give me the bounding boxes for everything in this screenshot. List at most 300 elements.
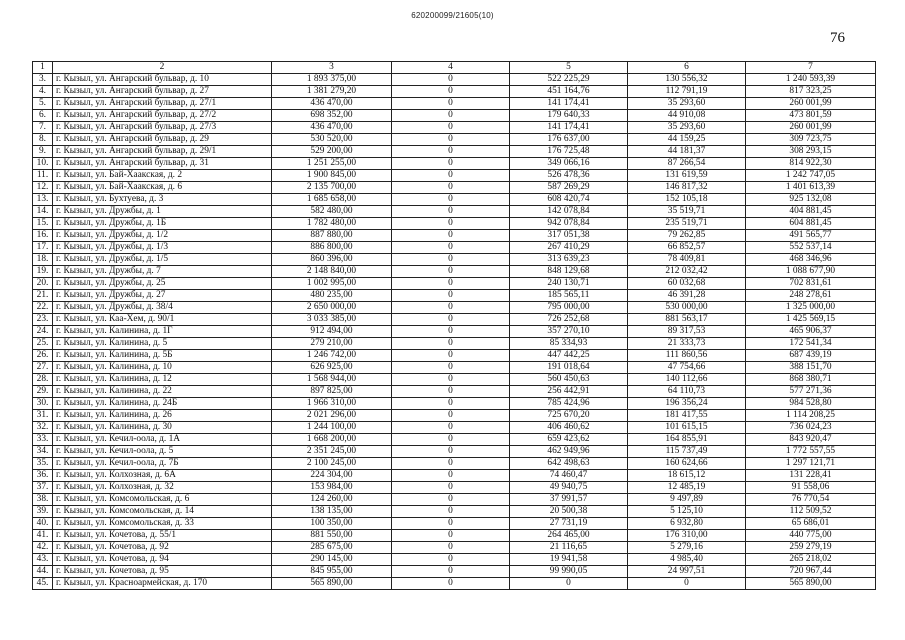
table-cell: 0 bbox=[392, 518, 510, 530]
table-cell: 1 685 658,00 bbox=[272, 194, 392, 206]
table-cell: 0 bbox=[628, 578, 746, 590]
table-cell: 357 270,10 bbox=[510, 326, 628, 338]
table-cell: 0 bbox=[392, 146, 510, 158]
table-cell: 480 235,00 bbox=[272, 290, 392, 302]
table-cell: 0 bbox=[392, 326, 510, 338]
table-cell: 21. bbox=[33, 290, 53, 302]
table-cell: 124 260,00 bbox=[272, 494, 392, 506]
table-cell: 15. bbox=[33, 218, 53, 230]
table-cell: 112 509,52 bbox=[746, 506, 876, 518]
table-cell: 0 bbox=[392, 170, 510, 182]
table-cell: 0 bbox=[392, 230, 510, 242]
table-cell: 267 410,29 bbox=[510, 242, 628, 254]
table-cell: 404 881,45 bbox=[746, 206, 876, 218]
table-cell: г. Кызыл, ул. Ангарский бульвар, д. 27/3 bbox=[53, 122, 272, 134]
table-cell: 16. bbox=[33, 230, 53, 242]
table-row bbox=[33, 182, 876, 194]
table-row bbox=[33, 458, 876, 470]
table-cell: 0 bbox=[392, 98, 510, 110]
table-cell: 176 637,00 bbox=[510, 134, 628, 146]
table-cell: 1 425 569,15 bbox=[746, 314, 876, 326]
table-cell: 526 478,36 bbox=[510, 170, 628, 182]
table-cell: 388 151,70 bbox=[746, 362, 876, 374]
table-cell: 0 bbox=[510, 578, 628, 590]
table-cell: 726 252,68 bbox=[510, 314, 628, 326]
table-cell: 1 002 995,00 bbox=[272, 278, 392, 290]
table-cell: г. Кызыл, ул. Калинина, д. 5Б bbox=[53, 350, 272, 362]
table-row bbox=[33, 194, 876, 206]
table-cell: 224 304,00 bbox=[272, 470, 392, 482]
table-row bbox=[33, 338, 876, 350]
table-row bbox=[33, 374, 876, 386]
table-header-row bbox=[33, 62, 876, 74]
table-cell: 1 893 375,00 bbox=[272, 74, 392, 86]
table-cell: 725 670,20 bbox=[510, 410, 628, 422]
table-cell: 65 686,01 bbox=[746, 518, 876, 530]
table-row bbox=[33, 554, 876, 566]
table-cell: г. Кызыл, ул. Бай-Хаакская, д. 2 bbox=[53, 170, 272, 182]
table-cell: 138 135,00 bbox=[272, 506, 392, 518]
column-header: 1 bbox=[33, 62, 53, 74]
table-cell: 24 997,51 bbox=[628, 566, 746, 578]
table-cell: 42. bbox=[33, 542, 53, 554]
table-cell: 1 251 255,00 bbox=[272, 158, 392, 170]
table-cell: 0 bbox=[392, 530, 510, 542]
table-cell: 560 450,63 bbox=[510, 374, 628, 386]
table-cell: 265 218,02 bbox=[746, 554, 876, 566]
table-cell: 20. bbox=[33, 278, 53, 290]
table-cell: 608 420,74 bbox=[510, 194, 628, 206]
table-cell: 152 105,18 bbox=[628, 194, 746, 206]
table-cell: 309 723,75 bbox=[746, 134, 876, 146]
table-cell: 44 910,08 bbox=[628, 110, 746, 122]
table-cell: 530 520,00 bbox=[272, 134, 392, 146]
table-cell: 142 078,84 bbox=[510, 206, 628, 218]
table-cell: г. Кызыл, ул. Красноармейская, д. 170 bbox=[53, 578, 272, 590]
table-cell: 317 051,38 bbox=[510, 230, 628, 242]
table-cell: г. Кызыл, ул. Кочетова, д. 92 bbox=[53, 542, 272, 554]
table-cell: 0 bbox=[392, 278, 510, 290]
table-cell: 7. bbox=[33, 122, 53, 134]
table-row bbox=[33, 74, 876, 86]
table-cell: 0 bbox=[392, 374, 510, 386]
table-cell: г. Кызыл, ул. Калинина, д. 1Г bbox=[53, 326, 272, 338]
table-cell: 100 350,00 bbox=[272, 518, 392, 530]
table-row bbox=[33, 158, 876, 170]
table-cell: 0 bbox=[392, 182, 510, 194]
table-row bbox=[33, 518, 876, 530]
table-cell: 0 bbox=[392, 290, 510, 302]
table-cell: 736 024,23 bbox=[746, 422, 876, 434]
table-cell: 0 bbox=[392, 434, 510, 446]
table-cell: 10. bbox=[33, 158, 53, 170]
table-cell: 2 100 245,00 bbox=[272, 458, 392, 470]
table-cell: 89 317,53 bbox=[628, 326, 746, 338]
table-cell: 35. bbox=[33, 458, 53, 470]
table-cell: 13. bbox=[33, 194, 53, 206]
table-cell: г. Кызыл, ул. Ангарский бульвар, д. 10 bbox=[53, 74, 272, 86]
table-cell: 9. bbox=[33, 146, 53, 158]
table-cell: 196 356,24 bbox=[628, 398, 746, 410]
table-cell: 49 940,75 bbox=[510, 482, 628, 494]
table-cell: 115 737,49 bbox=[628, 446, 746, 458]
table-cell: 64 110,73 bbox=[628, 386, 746, 398]
table-cell: 0 bbox=[392, 134, 510, 146]
table-cell: 860 396,00 bbox=[272, 254, 392, 266]
table-cell: 6. bbox=[33, 110, 53, 122]
table-cell: 9 497,89 bbox=[628, 494, 746, 506]
table-cell: 18 615,12 bbox=[628, 470, 746, 482]
column-header: 4 bbox=[392, 62, 510, 74]
table-cell: 14. bbox=[33, 206, 53, 218]
table-cell: 720 967,44 bbox=[746, 566, 876, 578]
table-cell: 212 032,42 bbox=[628, 266, 746, 278]
table-cell: 130 556,32 bbox=[628, 74, 746, 86]
table-cell: г. Кызыл, ул. Ангарский бульвар, д. 29/1 bbox=[53, 146, 272, 158]
table-cell: 1 668 200,00 bbox=[272, 434, 392, 446]
table-cell: 1 900 845,00 bbox=[272, 170, 392, 182]
table-cell: г. Кызыл, ул. Ангарский бульвар, д. 27/1 bbox=[53, 98, 272, 110]
table-cell: 248 278,61 bbox=[746, 290, 876, 302]
table-row bbox=[33, 218, 876, 230]
table-cell: 440 775,00 bbox=[746, 530, 876, 542]
table-cell: г. Кызыл, ул. Калинина, д. 10 bbox=[53, 362, 272, 374]
table-cell: г. Кызыл, ул. Дружбы, д. 25 bbox=[53, 278, 272, 290]
table-cell: 17. bbox=[33, 242, 53, 254]
table-cell: 37 991,57 bbox=[510, 494, 628, 506]
table-cell: 260 001,99 bbox=[746, 98, 876, 110]
table-cell: г. Кызыл, ул. Кочетова, д. 55/1 bbox=[53, 530, 272, 542]
table-cell: 27. bbox=[33, 362, 53, 374]
table-cell: 79 262,85 bbox=[628, 230, 746, 242]
table-row bbox=[33, 98, 876, 110]
table-cell: 1 242 747,05 bbox=[746, 170, 876, 182]
table-cell: 702 831,61 bbox=[746, 278, 876, 290]
table-row bbox=[33, 278, 876, 290]
table-cell: 264 465,00 bbox=[510, 530, 628, 542]
table-cell: 0 bbox=[392, 194, 510, 206]
table-cell: г. Кызыл, ул. Дружбы, д. 38/4 bbox=[53, 302, 272, 314]
table-cell: 1 114 208,25 bbox=[746, 410, 876, 422]
table-cell: 260 001,99 bbox=[746, 122, 876, 134]
table-cell: г. Кызыл, ул. Дружбы, д. 7 bbox=[53, 266, 272, 278]
table-cell: 11. bbox=[33, 170, 53, 182]
table-cell: 19. bbox=[33, 266, 53, 278]
table-cell: 44 181,37 bbox=[628, 146, 746, 158]
table-cell: 0 bbox=[392, 122, 510, 134]
table-cell: г. Кызыл, ул. Ангарский бульвар, д. 27 bbox=[53, 86, 272, 98]
table-row bbox=[33, 494, 876, 506]
table-cell: 942 078,84 bbox=[510, 218, 628, 230]
table-cell: 0 bbox=[392, 362, 510, 374]
table-cell: 0 bbox=[392, 494, 510, 506]
table-cell: 848 129,68 bbox=[510, 266, 628, 278]
table-cell: г. Кызыл, ул. Дружбы, д. 1/5 bbox=[53, 254, 272, 266]
table-cell: 0 bbox=[392, 566, 510, 578]
table-row bbox=[33, 446, 876, 458]
table-cell: 881 563,17 bbox=[628, 314, 746, 326]
table-cell: 5. bbox=[33, 98, 53, 110]
table-cell: 1 782 480,00 bbox=[272, 218, 392, 230]
column-header: 6 bbox=[628, 62, 746, 74]
table-cell: г. Кызыл, ул. Комсомольская, д. 6 bbox=[53, 494, 272, 506]
table-cell: 886 800,00 bbox=[272, 242, 392, 254]
table-cell: 0 bbox=[392, 398, 510, 410]
table-cell: 0 bbox=[392, 314, 510, 326]
table-row bbox=[33, 350, 876, 362]
table-row bbox=[33, 110, 876, 122]
table-cell: 87 266,54 bbox=[628, 158, 746, 170]
table-cell: г. Кызыл, ул. Калинина, д. 30 bbox=[53, 422, 272, 434]
table-cell: 35 519,71 bbox=[628, 206, 746, 218]
table-cell: 0 bbox=[392, 86, 510, 98]
table-cell: 259 279,19 bbox=[746, 542, 876, 554]
table-cell: 22. bbox=[33, 302, 53, 314]
table-cell: 0 bbox=[392, 338, 510, 350]
table-row bbox=[33, 422, 876, 434]
table-cell: 41. bbox=[33, 530, 53, 542]
table-cell: 447 442,25 bbox=[510, 350, 628, 362]
table-cell: г. Кызыл, ул. Калинина, д. 26 bbox=[53, 410, 272, 422]
table-cell: 587 269,29 bbox=[510, 182, 628, 194]
table-cell: 44. bbox=[33, 566, 53, 578]
column-header: 3 bbox=[272, 62, 392, 74]
table-cell: 1 966 310,00 bbox=[272, 398, 392, 410]
column-header: 5 bbox=[510, 62, 628, 74]
table-cell: г. Кызыл, ул. Комсомольская, д. 14 bbox=[53, 506, 272, 518]
table-cell: 74 460,47 bbox=[510, 470, 628, 482]
table-cell: 313 639,23 bbox=[510, 254, 628, 266]
table-cell: 0 bbox=[392, 158, 510, 170]
table-cell: 473 801,59 bbox=[746, 110, 876, 122]
document-id: 620200099/21605(10) bbox=[411, 11, 494, 20]
table-cell: 101 615,15 bbox=[628, 422, 746, 434]
table-cell: 78 409,81 bbox=[628, 254, 746, 266]
table-cell: 141 174,41 bbox=[510, 122, 628, 134]
table-cell: 2 148 840,00 bbox=[272, 266, 392, 278]
table-cell: 814 922,30 bbox=[746, 158, 876, 170]
table-cell: 0 bbox=[392, 422, 510, 434]
table-cell: 99 990,05 bbox=[510, 566, 628, 578]
table-cell: 5 279,16 bbox=[628, 542, 746, 554]
table-cell: г. Кызыл, ул. Кечил-оола, д. 5 bbox=[53, 446, 272, 458]
table-cell: 1 568 944,00 bbox=[272, 374, 392, 386]
table-cell: 4. bbox=[33, 86, 53, 98]
table-cell: 19 941,58 bbox=[510, 554, 628, 566]
table-cell: 176 310,00 bbox=[628, 530, 746, 542]
table-cell: 1 244 100,00 bbox=[272, 422, 392, 434]
table-cell: 0 bbox=[392, 350, 510, 362]
table-cell: 912 494,00 bbox=[272, 326, 392, 338]
table-cell: 279 210,00 bbox=[272, 338, 392, 350]
table-cell: 12. bbox=[33, 182, 53, 194]
table-cell: 308 293,15 bbox=[746, 146, 876, 158]
table-cell: 687 439,19 bbox=[746, 350, 876, 362]
table-cell: 817 323,25 bbox=[746, 86, 876, 98]
table-row bbox=[33, 170, 876, 182]
table-cell: 112 791,19 bbox=[628, 86, 746, 98]
table-row bbox=[33, 506, 876, 518]
table-cell: 12 485,19 bbox=[628, 482, 746, 494]
table-row bbox=[33, 326, 876, 338]
table-row bbox=[33, 206, 876, 218]
table-cell: 35 293,60 bbox=[628, 122, 746, 134]
column-header: 7 bbox=[746, 62, 876, 74]
table-cell: г. Кызыл, ул. Калинина, д. 24Б bbox=[53, 398, 272, 410]
table-cell: 349 066,16 bbox=[510, 158, 628, 170]
table-cell: г. Кызыл, ул. Дружбы, д. 1/2 bbox=[53, 230, 272, 242]
table-cell: 160 624,66 bbox=[628, 458, 746, 470]
table-cell: 37. bbox=[33, 482, 53, 494]
table-cell: 925 132,08 bbox=[746, 194, 876, 206]
table-cell: 0 bbox=[392, 458, 510, 470]
table-cell: 845 955,00 bbox=[272, 566, 392, 578]
table-cell: 25. bbox=[33, 338, 53, 350]
table-cell: 40. bbox=[33, 518, 53, 530]
table-cell: 0 bbox=[392, 266, 510, 278]
table-cell: г. Кызыл, ул. Каа-Хем, д. 90/1 bbox=[53, 314, 272, 326]
table-cell: 565 890,00 bbox=[746, 578, 876, 590]
table-cell: 1 297 121,71 bbox=[746, 458, 876, 470]
table-cell: 0 bbox=[392, 206, 510, 218]
table-row bbox=[33, 482, 876, 494]
table-cell: 30. bbox=[33, 398, 53, 410]
table-cell: 604 881,45 bbox=[746, 218, 876, 230]
table-cell: 462 949,96 bbox=[510, 446, 628, 458]
table-cell: 140 112,66 bbox=[628, 374, 746, 386]
table-cell: 240 130,71 bbox=[510, 278, 628, 290]
table-cell: 34. bbox=[33, 446, 53, 458]
table-cell: 176 725,48 bbox=[510, 146, 628, 158]
table-cell: 76 770,54 bbox=[746, 494, 876, 506]
table-cell: 795 000,00 bbox=[510, 302, 628, 314]
table-cell: 91 558,06 bbox=[746, 482, 876, 494]
table-cell: 0 bbox=[392, 578, 510, 590]
table-cell: 0 bbox=[392, 110, 510, 122]
table-row bbox=[33, 386, 876, 398]
table-cell: 0 bbox=[392, 446, 510, 458]
table-cell: 32. bbox=[33, 422, 53, 434]
data-table bbox=[32, 61, 876, 590]
table-cell: г. Кызыл, ул. Ангарский бульвар, д. 31 bbox=[53, 158, 272, 170]
table-cell: 20 500,38 bbox=[510, 506, 628, 518]
table-cell: г. Кызыл, ул. Комсомольская, д. 33 bbox=[53, 518, 272, 530]
table-cell: г. Кызыл, ул. Калинина, д. 5 bbox=[53, 338, 272, 350]
table-cell: 1 088 677,90 bbox=[746, 266, 876, 278]
table-cell: г. Кызыл, ул. Бай-Хаакская, д. 6 bbox=[53, 182, 272, 194]
table-cell: 451 164,76 bbox=[510, 86, 628, 98]
table-cell: г. Кызыл, ул. Кочетова, д. 95 bbox=[53, 566, 272, 578]
table-cell: 131 228,41 bbox=[746, 470, 876, 482]
table-cell: 3 033 385,00 bbox=[272, 314, 392, 326]
table-cell: 436 470,00 bbox=[272, 122, 392, 134]
table-cell: 131 619,59 bbox=[628, 170, 746, 182]
table-row bbox=[33, 134, 876, 146]
table-cell: 491 565,77 bbox=[746, 230, 876, 242]
table-cell: 146 817,32 bbox=[628, 182, 746, 194]
table-row bbox=[33, 122, 876, 134]
table-row bbox=[33, 362, 876, 374]
table-row bbox=[33, 530, 876, 542]
table-cell: 2 135 700,00 bbox=[272, 182, 392, 194]
table-cell: 0 bbox=[392, 254, 510, 266]
table-cell: 26. bbox=[33, 350, 53, 362]
table-cell: 38. bbox=[33, 494, 53, 506]
table-row bbox=[33, 254, 876, 266]
table-cell: 1 240 593,39 bbox=[746, 74, 876, 86]
table-cell: 164 855,91 bbox=[628, 434, 746, 446]
table-row bbox=[33, 542, 876, 554]
table-cell: г. Кызыл, ул. Колхозная, д. 6А bbox=[53, 470, 272, 482]
table-cell: 23. bbox=[33, 314, 53, 326]
table-cell: 0 bbox=[392, 242, 510, 254]
table-cell: 0 bbox=[392, 386, 510, 398]
table-cell: 529 200,00 bbox=[272, 146, 392, 158]
table-row bbox=[33, 86, 876, 98]
table-cell: 0 bbox=[392, 410, 510, 422]
table-cell: 659 423,62 bbox=[510, 434, 628, 446]
table-cell: г. Кызыл, ул. Ангарский бульвар, д. 27/2 bbox=[53, 110, 272, 122]
table-cell: 31. bbox=[33, 410, 53, 422]
table-cell: 85 334,93 bbox=[510, 338, 628, 350]
table-cell: 28. bbox=[33, 374, 53, 386]
table-cell: 2 021 296,00 bbox=[272, 410, 392, 422]
table-cell: 6 932,80 bbox=[628, 518, 746, 530]
table-cell: 0 bbox=[392, 506, 510, 518]
table-row bbox=[33, 566, 876, 578]
table-cell: г. Кызыл, ул. Кочетова, д. 94 bbox=[53, 554, 272, 566]
table-cell: 984 528,80 bbox=[746, 398, 876, 410]
table-cell: 0 bbox=[392, 302, 510, 314]
table-row bbox=[33, 290, 876, 302]
table-cell: 179 640,33 bbox=[510, 110, 628, 122]
table-row bbox=[33, 266, 876, 278]
table-cell: 530 000,00 bbox=[628, 302, 746, 314]
table-cell: 0 bbox=[392, 482, 510, 494]
table-cell: 436 470,00 bbox=[272, 98, 392, 110]
table-cell: 0 bbox=[392, 218, 510, 230]
table-row bbox=[33, 302, 876, 314]
table-cell: г. Кызыл, ул. Калинина, д. 12 bbox=[53, 374, 272, 386]
table-cell: 1 772 557,55 bbox=[746, 446, 876, 458]
table-row bbox=[33, 146, 876, 158]
page-number: 76 bbox=[830, 30, 845, 46]
table-cell: 1 401 613,39 bbox=[746, 182, 876, 194]
table-cell: 522 225,29 bbox=[510, 74, 628, 86]
table-cell: 256 442,91 bbox=[510, 386, 628, 398]
table-cell: г. Кызыл, ул. Ангарский бульвар, д. 29 bbox=[53, 134, 272, 146]
table-cell: 60 032,68 bbox=[628, 278, 746, 290]
table-cell: 181 417,55 bbox=[628, 410, 746, 422]
table-cell: 66 852,57 bbox=[628, 242, 746, 254]
table-cell: г. Кызыл, ул. Бухтуева, д. 3 bbox=[53, 194, 272, 206]
table-cell: г. Кызыл, ул. Колхозная, д. 32 bbox=[53, 482, 272, 494]
table-cell: 868 380,71 bbox=[746, 374, 876, 386]
table-cell: 0 bbox=[392, 470, 510, 482]
table-cell: 881 550,00 bbox=[272, 530, 392, 542]
table-cell: 43. bbox=[33, 554, 53, 566]
table-cell: 33. bbox=[33, 434, 53, 446]
table-cell: г. Кызыл, ул. Кечил-оола, д. 7Б bbox=[53, 458, 272, 470]
table-cell: 185 565,11 bbox=[510, 290, 628, 302]
table-row bbox=[33, 242, 876, 254]
table-cell: 3. bbox=[33, 74, 53, 86]
table-cell: 468 346,96 bbox=[746, 254, 876, 266]
table-cell: 45. bbox=[33, 578, 53, 590]
table-cell: 8. bbox=[33, 134, 53, 146]
table-cell: 290 145,00 bbox=[272, 554, 392, 566]
table-cell: 887 880,00 bbox=[272, 230, 392, 242]
